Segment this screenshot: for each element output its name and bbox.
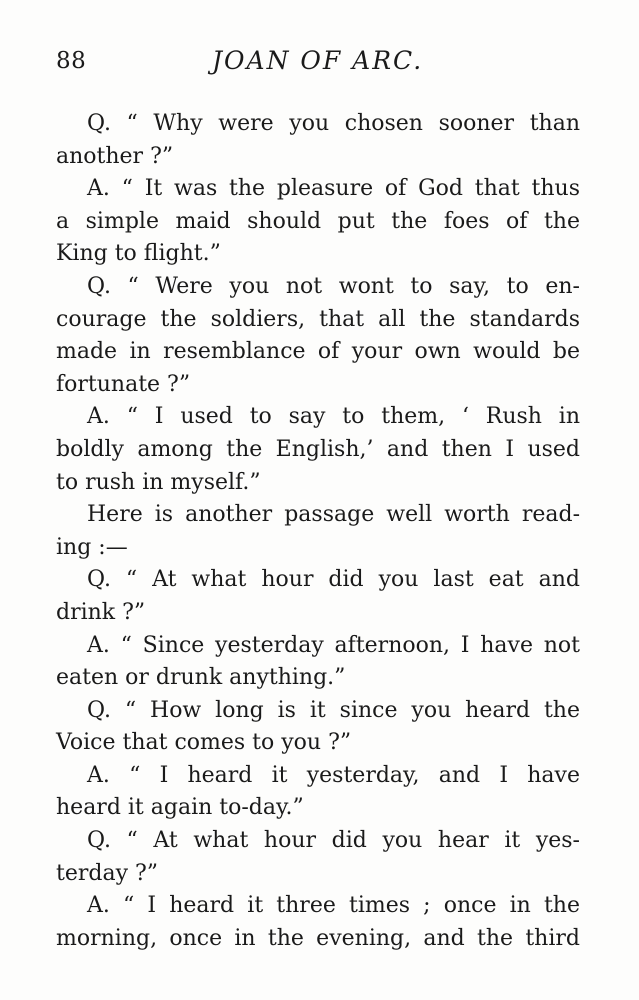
text-line: courage the soldiers, that all the standards bbox=[56, 306, 580, 332]
page-number: 88 bbox=[56, 48, 87, 74]
body-text bbox=[56, 108, 580, 955]
text-line: to rush in myself.” bbox=[56, 469, 261, 495]
text-line: A. “ I heard it three times ; once in the bbox=[87, 893, 580, 919]
text-line: morning, once in the evening, and the third bbox=[56, 925, 580, 951]
text-line: Q. “ At what hour did you hear it yes- bbox=[87, 828, 580, 854]
text-line: Voice that comes to you ?” bbox=[56, 730, 352, 756]
running-head: JOAN OF ARC. bbox=[212, 46, 424, 75]
text-line: another ?” bbox=[56, 143, 174, 169]
text-line: Q. “ At what hour did you last eat and bbox=[87, 567, 580, 593]
text-line: Q. “ Were you not wont to say, to en- bbox=[87, 273, 580, 299]
text-line: eaten or drunk anything.” bbox=[56, 665, 346, 691]
text-line: A. “ I heard it yesterday, and I have bbox=[87, 762, 580, 788]
text-line: boldly among the English,’ and then I used bbox=[56, 436, 580, 462]
text-line: ing :— bbox=[56, 534, 128, 560]
text-line: Here is another passage well worth read- bbox=[87, 502, 580, 528]
text-line: heard it again to-day.” bbox=[56, 795, 304, 821]
text-line: made in resemblance of your own would be bbox=[56, 339, 580, 365]
text-line: Q. “ How long is it since you heard the bbox=[87, 697, 580, 723]
text-line: A. “ I used to say to them, ‘ Rush in bbox=[87, 404, 580, 430]
page-header bbox=[56, 44, 580, 84]
text-line: fortunate ?” bbox=[56, 371, 191, 397]
text-line: Q. “ Why were you chosen sooner than bbox=[87, 111, 580, 136]
text-line: a simple maid should put the foes of the bbox=[56, 208, 580, 234]
text-line: drink ?” bbox=[56, 599, 146, 625]
text-line: terday ?” bbox=[56, 860, 159, 886]
text-line: King to flight.” bbox=[56, 241, 221, 267]
text-line: A. “ Since yesterday afternoon, I have not bbox=[87, 632, 580, 658]
text-line: A. “ It was the pleasure of God that thus bbox=[87, 176, 580, 202]
